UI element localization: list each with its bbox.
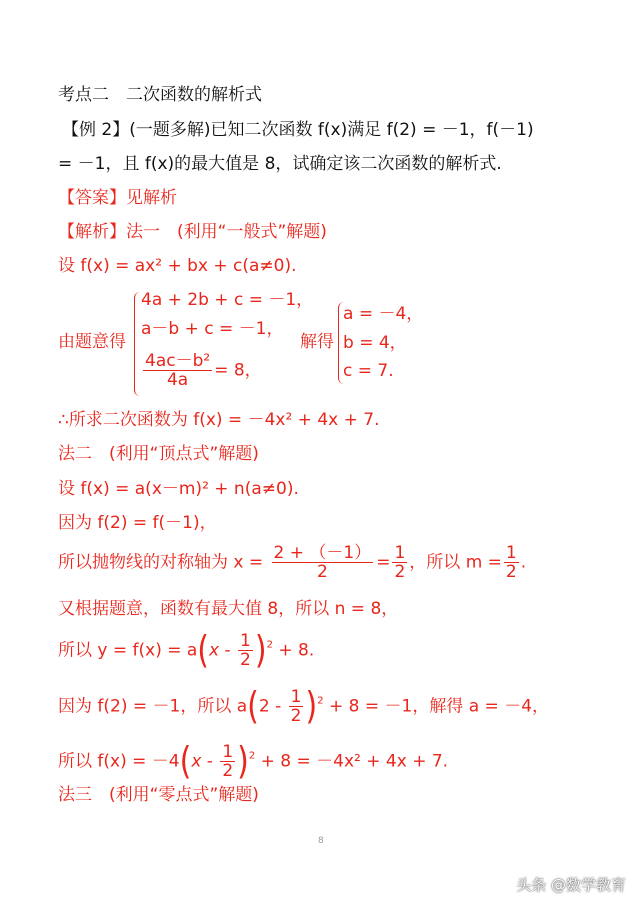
example-text-1: (一题多解)已知二次函数 f(x)满足 f(2) = －1，f(－1): [129, 120, 534, 140]
method1-conclusion: ∴所求二次函数为 f(x) = －4x² + 4x + 7.: [58, 410, 380, 430]
solution-b: b = 4，: [343, 333, 407, 353]
f2-half-den: 2: [290, 706, 302, 726]
section-heading: 考点二 二次函数的解析式: [58, 85, 262, 105]
axis-equals: =: [376, 552, 391, 573]
given-label: 由题意得: [58, 332, 126, 352]
equation-3-rhs: = 8，: [214, 360, 262, 381]
axis-half-fraction: [392, 544, 407, 581]
m-numerator: 1: [505, 543, 517, 563]
watermark: 头条 @数学教育: [516, 876, 626, 894]
vertex-form-suffix: + 8.: [278, 640, 315, 661]
vertex-form-half-num: 1: [240, 631, 251, 651]
final-half: [220, 743, 235, 780]
vertex-form-line: 所以 y = f(x) = a(x - $\frac{1}{2}$ )$^2$ + 8.: [58, 628, 315, 672]
solution-c: c = 7.: [343, 361, 394, 381]
axis-suffix: ，所以 m =: [409, 552, 502, 573]
equation-2: a－b + c = －1，: [141, 319, 284, 339]
f2-line: 因为 f(2) = －1，所以 a(2 - $\frac{1}{2}$ )$^2$ + 8 = －1，解得 a = －4，: [58, 684, 550, 728]
vertex-form-half: [238, 632, 253, 669]
m-fraction: [504, 544, 519, 581]
axis-half-numerator: 1: [394, 543, 406, 563]
vertex-form-half-den: 2: [240, 650, 251, 670]
axis-fraction: [272, 544, 374, 581]
final-half-num: 1: [222, 742, 234, 762]
left-brace: [134, 292, 141, 396]
m-denominator: 2: [505, 562, 517, 582]
method2-because: 因为 f(2) = f(－1)，: [58, 513, 217, 533]
axis-denominator: 2: [316, 562, 328, 582]
equation-3: [141, 352, 262, 389]
solve-label: 解得: [300, 332, 334, 352]
final-suffix: + 8 = －4x² + 4x + 7.: [260, 751, 449, 772]
f2-half-num: 1: [290, 687, 302, 707]
axis-line: 所以抛物线的对称轴为 x = $\frac{2 + (-1)}{2}$ = $\frac{1}{2}$ ，所以 m = $\frac{1}{2}$ .: [58, 543, 527, 582]
f2-prefix: 因为 f(2) = －1，所以 a: [58, 696, 248, 717]
final-half-den: 2: [222, 761, 234, 781]
method2-setup: 设 f(x) = a(x－m)² + n(a≠0).: [58, 479, 299, 499]
page-number: 8: [318, 836, 324, 846]
f2-suffix: + 8 = －1，解得 a = －4，: [328, 696, 550, 717]
axis-numerator: 2 + （－1）: [273, 543, 372, 563]
equation-3-denominator: 4a: [166, 370, 189, 390]
analysis-heading: 【解析】法一 (利用“一般式”解题): [58, 222, 327, 242]
example-line-1: [62, 119, 534, 141]
method1-setup: 设 f(x) = ax² + bx + c(a≠0).: [58, 256, 297, 276]
equation-3-numerator: 4ac－b²: [145, 351, 211, 371]
vertex-form-prefix: 所以 y = f(x) = a: [58, 640, 198, 661]
method2-heading: 法二 (利用“顶点式”解题): [58, 444, 259, 464]
method3-heading: 法三 (利用“零点式”解题): [58, 785, 259, 805]
final-prefix: 所以 f(x) = －4: [58, 751, 180, 772]
equation-3-fraction: [143, 352, 212, 389]
answer-line: 【答案】见解析: [58, 188, 177, 208]
equation-1: 4a + 2b + c = －1，: [141, 290, 314, 310]
f2-half: [289, 688, 304, 725]
axis-prefix: 所以抛物线的对称轴为 x =: [58, 552, 264, 573]
example-line-2: = －1，且 f(x)的最大值是 8，试确定该二次函数的解析式.: [58, 154, 502, 174]
example-label: 【例 2】: [62, 120, 130, 140]
solution-a: a = －4，: [343, 304, 424, 324]
final-line: 所以 f(x) = －4(x - $\frac{1}{2}$ )$^2$ + 8 = －4x² + 4x + 7.: [58, 739, 449, 783]
axis-half-denominator: 2: [394, 562, 406, 582]
max-value-line: 又根据题意，函数有最大值 8，所以 n = 8，: [58, 599, 399, 619]
